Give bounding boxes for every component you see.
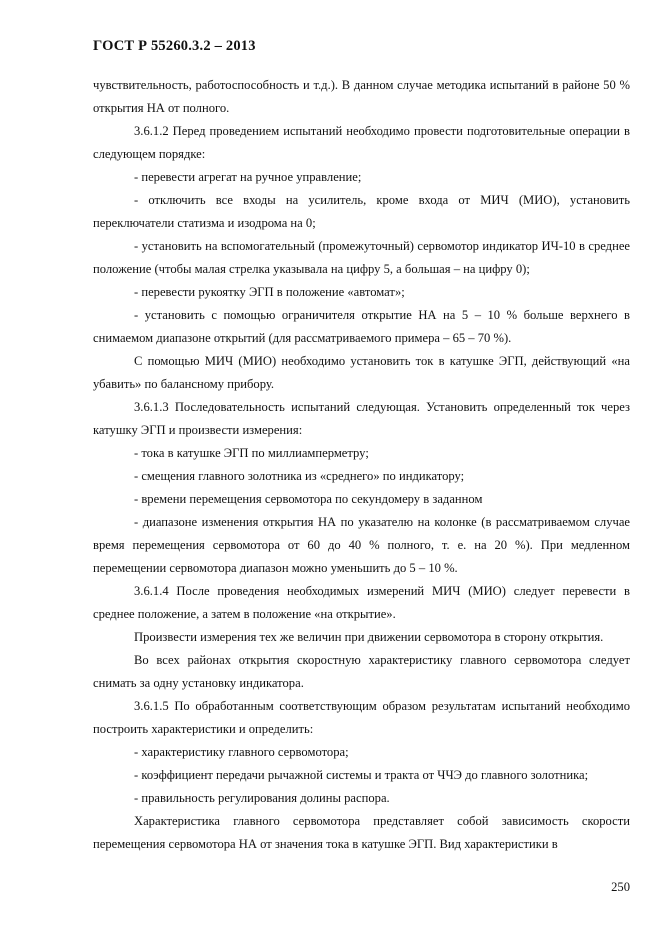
list-item: - перевести рукоятку ЭГП в положение «автомат»; bbox=[134, 285, 405, 299]
paragraph-3-6-1-5: 3.6.1.5 По обработанным соответствующим образом результатам испытаний необходимо построить характеристики и определить: bbox=[93, 699, 630, 736]
list-item: - времени перемещения сервомотора по секундомеру в заданном bbox=[134, 492, 483, 506]
paragraph-continuation: чувствительность, работоспособность и т.д.). В данном случае методика испытаний в районе 50 % открытия НА от полного. bbox=[93, 78, 630, 115]
paragraph: Характеристика главного сервомотора представляет собой зависимость скорости перемещения сервомотора НА от значения тока в катушке ЭГП. Вид характеристики в bbox=[93, 814, 630, 851]
paragraph: С помощью МИЧ (МИО) необходимо установить ток в катушке ЭГП, действующий «на убавить» по балансному прибору. bbox=[93, 354, 630, 391]
list-item: - смещения главного золотника из «среднего» по индикатору; bbox=[134, 469, 465, 483]
paragraph: Произвести измерения тех же величин при движении сервомотора в сторону открытия. bbox=[134, 630, 604, 644]
list-item: - характеристику главного сервомотора; bbox=[134, 745, 349, 759]
list-item: - тока в катушке ЭГП по миллиамперметру; bbox=[134, 446, 369, 460]
paragraph: Во всех районах открытия скоростную характеристику главного сервомотора следует снимать за одну установку индикатора. bbox=[93, 653, 630, 690]
paragraph-3-6-1-2: 3.6.1.2 Перед проведением испытаний необходимо провести подготовительные операции в следующем порядке: bbox=[93, 124, 630, 161]
paragraph-3-6-1-3: 3.6.1.3 Последовательность испытаний следующая. Установить определенный ток через катушку ЭГП и произвести измерения: bbox=[93, 400, 630, 437]
list-item: - отключить все входы на усилитель, кроме входа от МИЧ (МИО), установить переключатели статизма и изодрома на 0; bbox=[93, 193, 630, 230]
list-item: - перевести агрегат на ручное управление; bbox=[134, 170, 362, 184]
page-number: 250 bbox=[611, 880, 630, 894]
list-item: - диапазоне изменения открытия НА по указателю на колонке (в рассматриваемом случае время перемещения сервомотора от 60 до 40 % полного, т. е. на 20 %). При медленном перемещении сервомотора диапазон можно уменьшить до 5 – 10 %. bbox=[93, 515, 630, 575]
paragraph-3-6-1-4: 3.6.1.4 После проведения необходимых измерений МИЧ (МИО) следует перевести в среднее положение, а затем в положение «на открытие». bbox=[93, 584, 630, 621]
list-item: - правильность регулирования долины распора. bbox=[134, 791, 390, 805]
list-item: - установить на вспомогательный (промежуточный) сервомотор индикатор ИЧ-10 в среднее положение (чтобы малая стрелка указывала на цифру 5, а большая – на цифру 0); bbox=[93, 239, 630, 276]
list-item: - коэффициент передачи рычажной системы и тракта от ЧЧЭ до главного золотника; bbox=[134, 768, 589, 782]
document-header: ГОСТ Р 55260.3.2 – 2013 bbox=[93, 38, 256, 54]
list-item: - установить с помощью ограничителя открытие НА на 5 – 10 % больше верхнего в снимаемом диапазоне открытий (для рассматриваемого примера – 65 – 70 %). bbox=[93, 308, 630, 345]
document-body bbox=[93, 74, 630, 856]
